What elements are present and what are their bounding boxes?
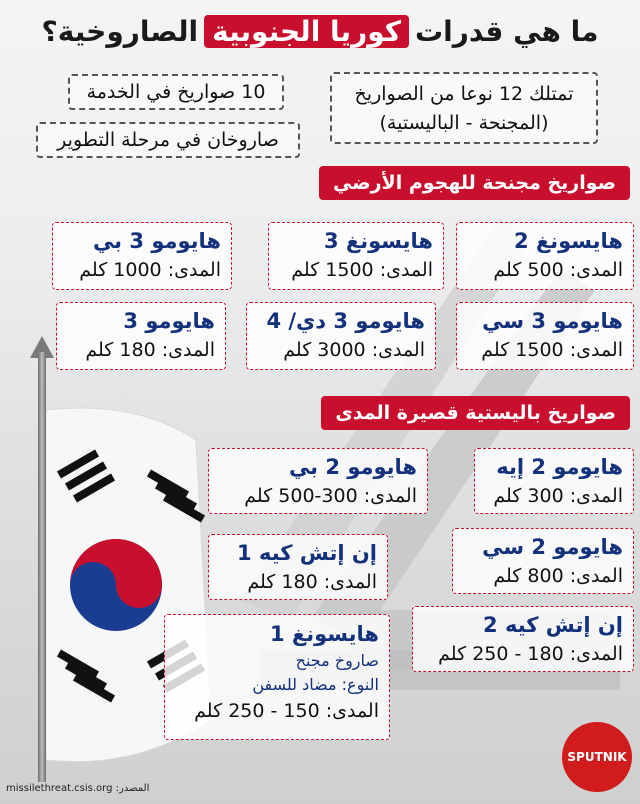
title-part2: الصاروخية؟ (41, 14, 199, 48)
source-link: missilethreat.csis.org (6, 783, 113, 794)
missile-card (246, 302, 436, 370)
page-title (0, 8, 640, 54)
missile-range: المدى: 1000 كلم (79, 259, 221, 281)
missile-name: هايومو 2 بي (288, 455, 417, 479)
section1-title: صواريخ مجنحة للهجوم الأرضي (319, 166, 630, 200)
missile-name: هايومو 3 سي (482, 309, 623, 333)
missile-card (474, 448, 634, 514)
in-development-box: صاروخان في مرحلة التطوير (36, 122, 300, 158)
sputnik-logo: SPUTNIK (562, 722, 632, 792)
source-label: المصدر: (115, 783, 150, 794)
missile-name: إن إتش كيه 1 (237, 541, 377, 565)
missile-card (456, 302, 634, 370)
title-part1: ما هي قدرات (415, 14, 599, 48)
missile-types-box (330, 72, 598, 144)
missile-range: المدى: 150 - 250 كلم (194, 700, 379, 722)
missile-card (452, 528, 634, 594)
missile-name: هايسونغ 1 (269, 622, 379, 646)
missile-card (52, 222, 232, 290)
in-service-box: 10 صواريخ في الخدمة (68, 74, 284, 110)
missile-range: المدى: 300 كلم (493, 485, 623, 507)
section2-title: صواريخ باليستية قصيرة المدى (321, 396, 630, 430)
source-credit (6, 783, 149, 794)
missile-range: المدى: 180 - 250 كلم (438, 643, 623, 665)
types-line1: تمتلك 12 نوعا من الصواريخ (354, 83, 574, 105)
missile-card (412, 606, 634, 672)
missile-card (208, 534, 388, 600)
missile-subtitle: صاروخ مجنح (295, 651, 379, 670)
missile-range: المدى: 300-500 كلم (244, 485, 417, 507)
missile-card (164, 614, 390, 740)
missile-card (456, 222, 634, 290)
missile-name: هايومو 2 إيه (496, 455, 623, 479)
missile-type: النوع: مضاد للسفن (252, 675, 379, 694)
missile-card (268, 222, 444, 290)
missile-name: هايومو 3 (123, 309, 215, 333)
flagpole (38, 352, 46, 782)
types-line2: (المجنحة - الباليستية) (379, 112, 549, 134)
missile-name: هايومو 2 سي (482, 535, 623, 559)
missile-name: هايومو 3 دي/ 4 (266, 309, 425, 333)
missile-range: المدى: 1500 كلم (481, 339, 623, 361)
missile-name: هايسونغ 2 (513, 229, 623, 253)
missile-range: المدى: 800 كلم (493, 565, 623, 587)
missile-range: المدى: 180 كلم (247, 571, 377, 593)
missile-range: المدى: 500 كلم (493, 259, 623, 281)
missile-card (208, 448, 428, 514)
missile-name: هايومو 3 بي (92, 229, 221, 253)
missile-name: إن إتش كيه 2 (483, 613, 623, 637)
missile-name: هايسونغ 3 (323, 229, 433, 253)
missile-range: المدى: 180 كلم (85, 339, 215, 361)
title-highlight: كوريا الجنوبية (204, 15, 409, 48)
missile-range: المدى: 3000 كلم (283, 339, 425, 361)
missile-card (56, 302, 226, 370)
missile-range: المدى: 1500 كلم (291, 259, 433, 281)
